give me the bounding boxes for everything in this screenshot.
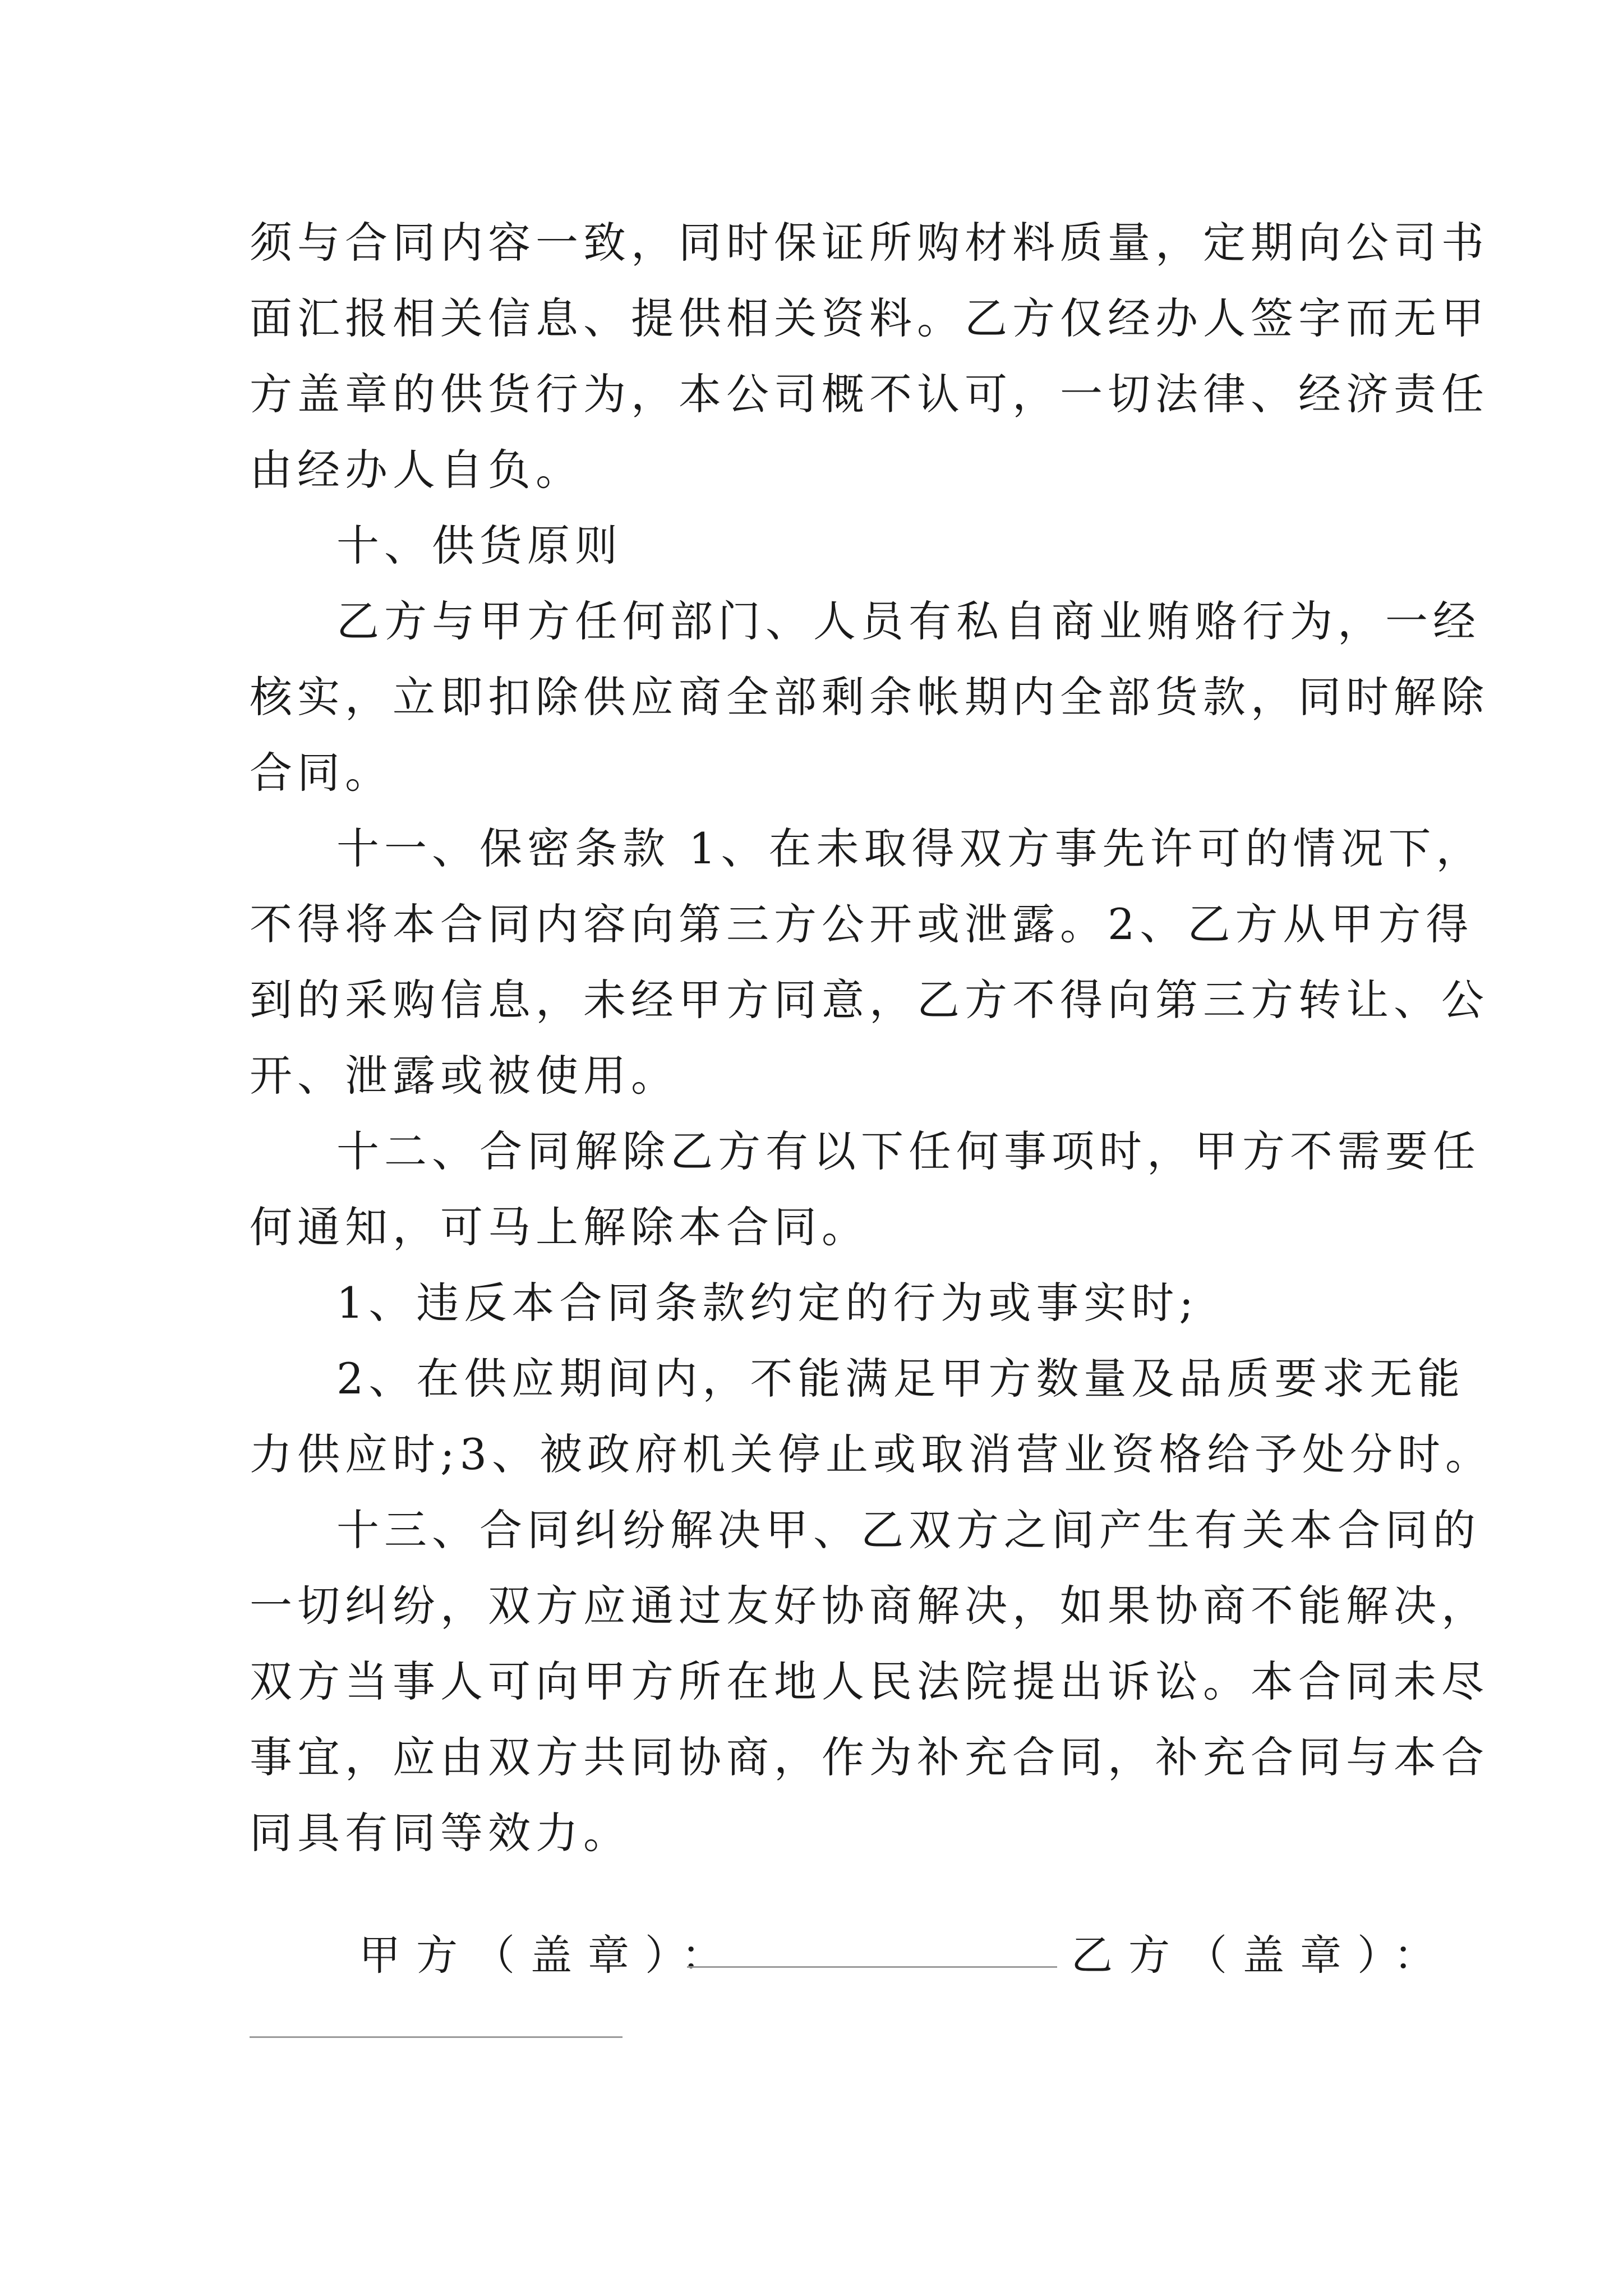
body-line-4: 由经办人自负。 xyxy=(250,445,583,495)
list-item-2: 2、在供应期间内，不能满足甲方数量及品质要求无能 xyxy=(336,1354,1465,1404)
body-line-14: 何通知，可马上解除本合同。 xyxy=(250,1202,869,1252)
section-heading-10: 十、供货原则 xyxy=(336,521,623,570)
section-heading-11: 十一、保密条款 1、在未取得双方事先许可的情况下， xyxy=(336,823,1484,873)
body-line-11: 到的采购信息，未经甲方同意，乙方不得向第三方转让、公 xyxy=(250,975,1489,1025)
body-line-7: 核实，立即扣除供应商全部剩余帐期内全部货款，同时解除 xyxy=(250,672,1489,722)
list-item-1: 1、违反本合同条款约定的行为或事实时; xyxy=(336,1278,1198,1328)
signature-row xyxy=(359,1922,1548,1980)
body-line-17: 力供应时;3、被政府机关停止或取消营业资格给予处分时。 xyxy=(250,1429,1493,1479)
body-line-2: 面汇报相关信息、提供相关资料。乙方仅经办人签字而无甲 xyxy=(250,293,1489,343)
body-line-8: 合同。 xyxy=(250,748,393,798)
party-b-seal-label: 乙方（盖章）： xyxy=(1071,1931,1451,1980)
body-line-21: 事宜，应由双方共同协商，作为补充合同，补充合同与本合 xyxy=(250,1732,1489,1782)
party-a-seal-blank xyxy=(687,1966,1057,1968)
body-line-20: 双方当事人可向甲方所在地人民法院提出诉讼。本合同未尽 xyxy=(250,1657,1489,1706)
body-line-6: 乙方与甲方任何部门、人员有私自商业贿赂行为，一经 xyxy=(336,596,1481,646)
party-a-seal-label: 甲方（盖章）： xyxy=(359,1931,739,1980)
party-b-seal-blank xyxy=(250,2036,623,2038)
body-line-19: 一切纠纷，双方应通过友好协商解决，如果协商不能解决， xyxy=(250,1581,1489,1631)
body-line-22: 同具有同等效力。 xyxy=(250,1808,631,1858)
body-line-10: 不得将本合同内容向第三方公开或泄露。2、乙方从甲方得 xyxy=(250,899,1474,949)
body-line-1: 须与合同内容一致，同时保证所购材料质量，定期向公司书 xyxy=(250,218,1489,268)
section-heading-13: 十三、合同纠纷解决甲、乙双方之间产生有关本合同的 xyxy=(336,1505,1481,1555)
body-line-3: 方盖章的供货行为，本公司概不认可，一切法律、经济责任 xyxy=(250,369,1489,419)
section-heading-12: 十二、合同解除乙方有以下任何事项时，甲方不需要任 xyxy=(336,1126,1481,1176)
body-line-12: 开、泄露或被使用。 xyxy=(250,1051,679,1101)
